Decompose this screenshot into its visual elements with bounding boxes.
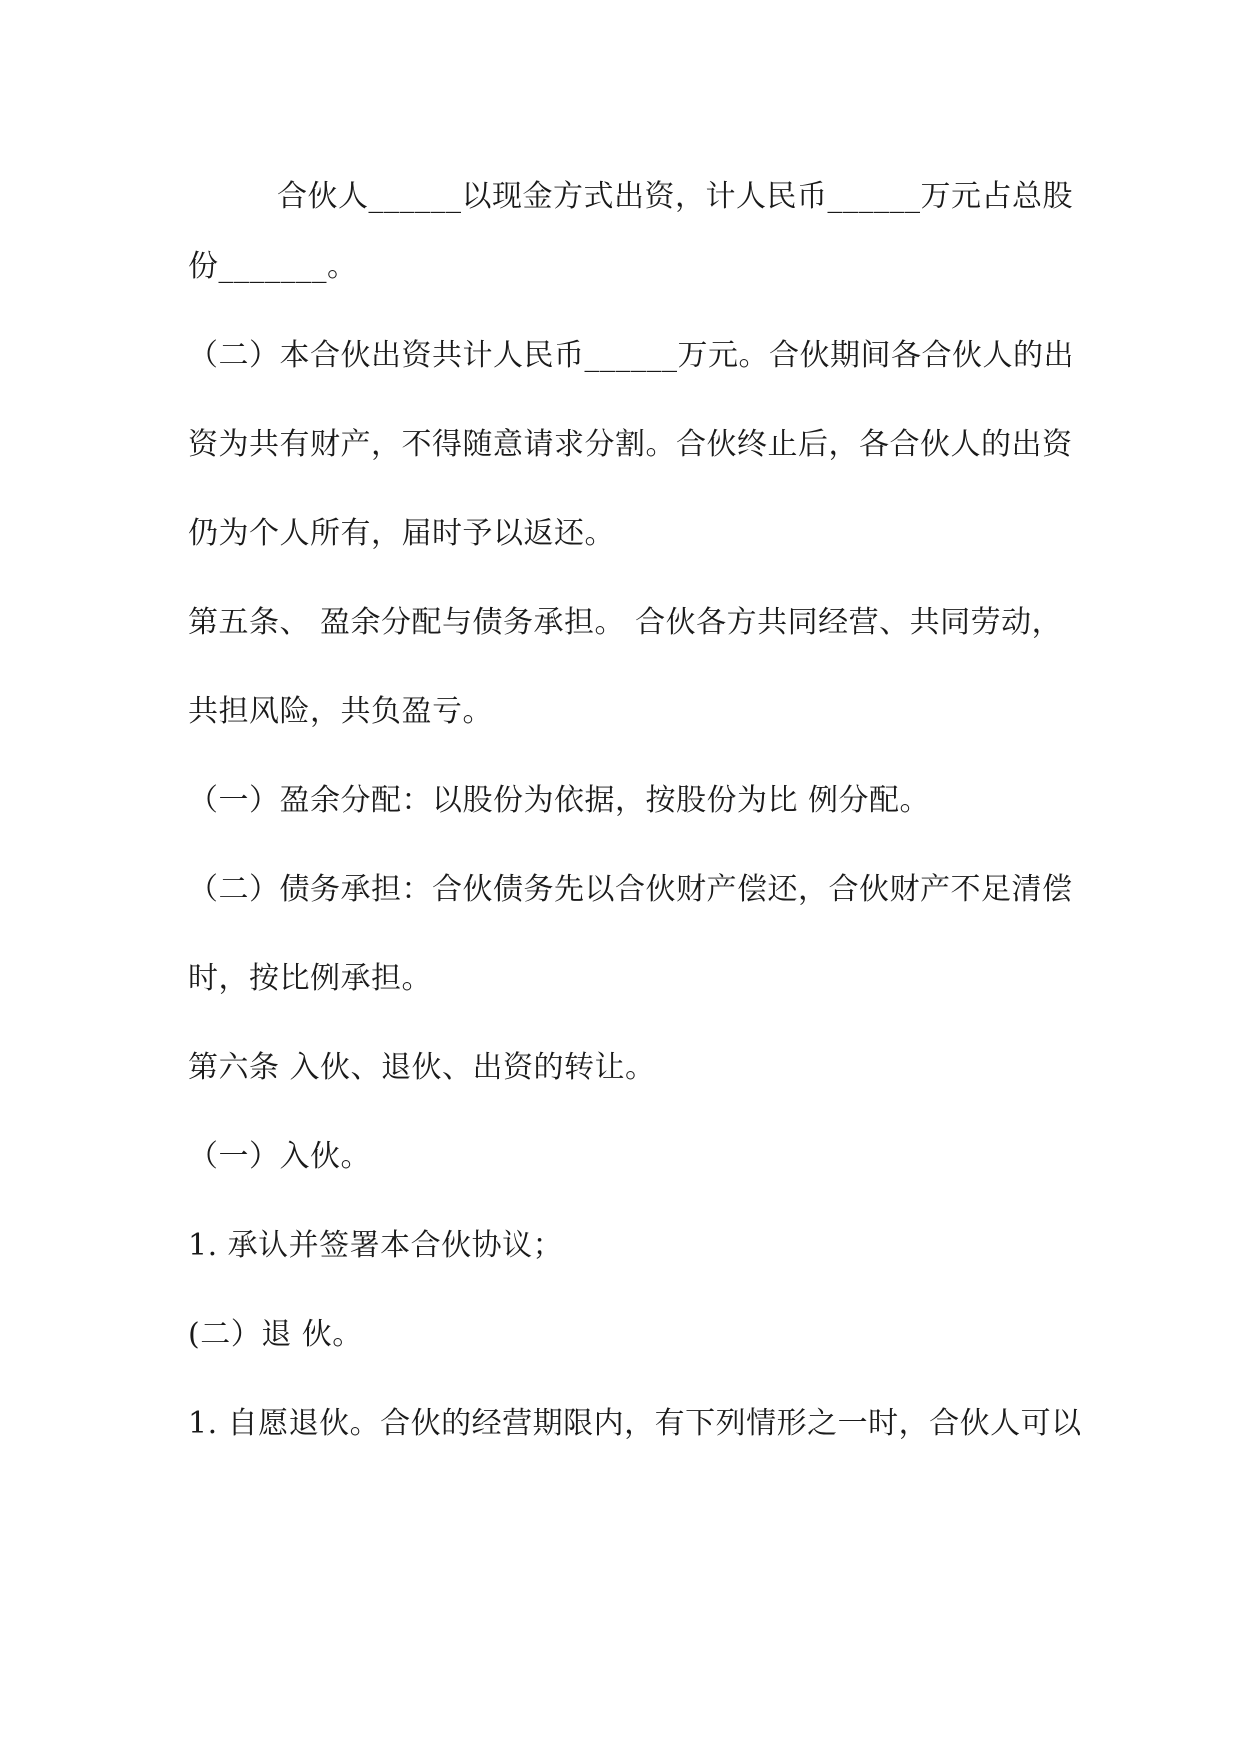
paragraph-line-1: 合伙人______以现金方式出资，计人民币______万元占总股 bbox=[277, 179, 1073, 214]
paragraph-line-9: （二）债务承担：合伙债务先以合伙财产偿还，合伙财产不足清偿 bbox=[188, 872, 1073, 907]
paragraph-line-10: 时，按比例承担。 bbox=[188, 961, 432, 996]
paragraph-line-8: （一）盈余分配：以股份为依据，按股份为比 例分配。 bbox=[188, 783, 931, 818]
section-heading-article-5: 第五条、 盈余分配与债务承担。 合伙各方共同经营、共同劳动， bbox=[188, 605, 1063, 640]
paragraph-line-3: （二）本合伙出资共计人民币______万元。合伙期间各合伙人的出 bbox=[188, 338, 1074, 373]
list-item-voluntary-withdraw: 1. 自愿退伙。合伙的经营期限内，有下列情形之一时，合伙人可以 bbox=[188, 1406, 1082, 1441]
paragraph-line-5: 仍为个人所有，届时予以返还。 bbox=[188, 516, 615, 551]
subsection-heading-join: （一）入伙。 bbox=[188, 1139, 371, 1174]
paragraph-line-4: 资为共有财产，不得随意请求分割。合伙终止后，各合伙人的出资 bbox=[188, 427, 1073, 462]
paragraph-line-2: 份_______。 bbox=[188, 249, 358, 284]
subsection-heading-withdraw: (二）退 伙。 bbox=[188, 1317, 363, 1352]
section-heading-article-6: 第六条 入伙、退伙、出资的转让。 bbox=[188, 1050, 656, 1085]
paragraph-line-7: 共担风险，共负盈亏。 bbox=[188, 694, 493, 729]
list-item-1: 1. 承认并签署本合伙协议； bbox=[188, 1228, 564, 1263]
